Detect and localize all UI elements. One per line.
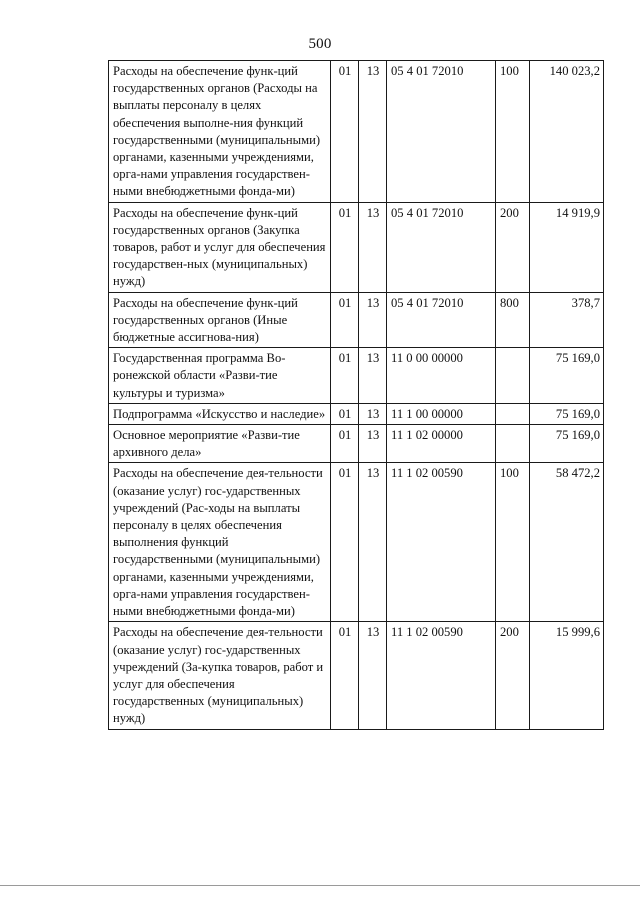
expense-type-cell: 200 <box>496 622 530 729</box>
target-article-cell: 11 1 02 00590 <box>387 463 496 622</box>
subsection-code-cell: 13 <box>359 61 387 203</box>
expense-name-cell: Государственная программа Во-ронежской области «Разви-тие культуры и туризма» <box>109 348 331 404</box>
target-article-cell: 11 1 02 00000 <box>387 425 496 463</box>
amount-cell: 378,7 <box>530 292 604 348</box>
expense-name-cell: Расходы на обеспечение дея-тельности (оказание услуг) гос-ударственных учреждений (Рас-ходы на выплаты персоналу в целях обеспечения выполнения функций государственными (муниципальными) органами, казенными учреждениями, орга-нами управления государствен-ными внебюджетными фонда-ми) <box>109 463 331 622</box>
expense-name-cell: Подпрограмма «Искусство и наследие» <box>109 403 331 424</box>
expense-name-cell: Расходы на обеспечение функ-ций государственных органов (Закупка товаров, работ и услуг для обеспечения государствен-ных (муниципальных) нужд) <box>109 202 331 292</box>
amount-cell: 75 169,0 <box>530 425 604 463</box>
section-code-cell: 01 <box>331 348 359 404</box>
section-code-cell: 01 <box>331 292 359 348</box>
expense-name-cell: Расходы на обеспечение дея-тельности (оказание услуг) гос-ударственных учреждений (За-купка товаров, работ и услуг для обеспечения государственных (муниципальных) нужд) <box>109 622 331 729</box>
expense-type-cell <box>496 403 530 424</box>
amount-cell: 140 023,2 <box>530 61 604 203</box>
table-row <box>109 61 604 203</box>
amount-cell: 15 999,6 <box>530 622 604 729</box>
expense-type-cell: 100 <box>496 61 530 203</box>
target-article-cell: 05 4 01 72010 <box>387 292 496 348</box>
table-row <box>109 202 604 292</box>
subsection-code-cell: 13 <box>359 425 387 463</box>
subsection-code-cell: 13 <box>359 622 387 729</box>
expense-type-cell: 800 <box>496 292 530 348</box>
expense-type-cell <box>496 425 530 463</box>
expense-name-cell: Расходы на обеспечение функ-ций государственных органов (Иные бюджетные ассигнова-ния) <box>109 292 331 348</box>
section-code-cell: 01 <box>331 463 359 622</box>
table-row <box>109 403 604 424</box>
table-row <box>109 463 604 622</box>
budget-expenditure-table <box>108 60 604 730</box>
target-article-cell: 05 4 01 72010 <box>387 202 496 292</box>
section-code-cell: 01 <box>331 425 359 463</box>
expense-name-cell: Основное мероприятие «Разви-тие архивного дела» <box>109 425 331 463</box>
target-article-cell: 05 4 01 72010 <box>387 61 496 203</box>
amount-cell: 14 919,9 <box>530 202 604 292</box>
subsection-code-cell: 13 <box>359 292 387 348</box>
amount-cell: 75 169,0 <box>530 348 604 404</box>
subsection-code-cell: 13 <box>359 403 387 424</box>
page-number: 500 <box>308 36 332 52</box>
amount-cell: 58 472,2 <box>530 463 604 622</box>
table-row <box>109 348 604 404</box>
section-code-cell: 01 <box>331 403 359 424</box>
target-article-cell: 11 1 00 00000 <box>387 403 496 424</box>
expense-name-cell: Расходы на обеспечение функ-ций государственных органов (Расходы на выплаты персоналу в целях обеспечения выполне-ния функций государственными (муниципальными) органами, казенными учреждениями, орга-нами управления государствен-ными внебюджетными фонда-ми) <box>109 61 331 203</box>
table-row <box>109 425 604 463</box>
table-row <box>109 622 604 729</box>
table-row <box>109 292 604 348</box>
section-code-cell: 01 <box>331 61 359 203</box>
expense-type-cell: 100 <box>496 463 530 622</box>
target-article-cell: 11 1 02 00590 <box>387 622 496 729</box>
subsection-code-cell: 13 <box>359 348 387 404</box>
expense-type-cell: 200 <box>496 202 530 292</box>
subsection-code-cell: 13 <box>359 463 387 622</box>
section-code-cell: 01 <box>331 622 359 729</box>
expense-type-cell <box>496 348 530 404</box>
footer-divider <box>0 885 640 886</box>
amount-cell: 75 169,0 <box>530 403 604 424</box>
target-article-cell: 11 0 00 00000 <box>387 348 496 404</box>
subsection-code-cell: 13 <box>359 202 387 292</box>
section-code-cell: 01 <box>331 202 359 292</box>
